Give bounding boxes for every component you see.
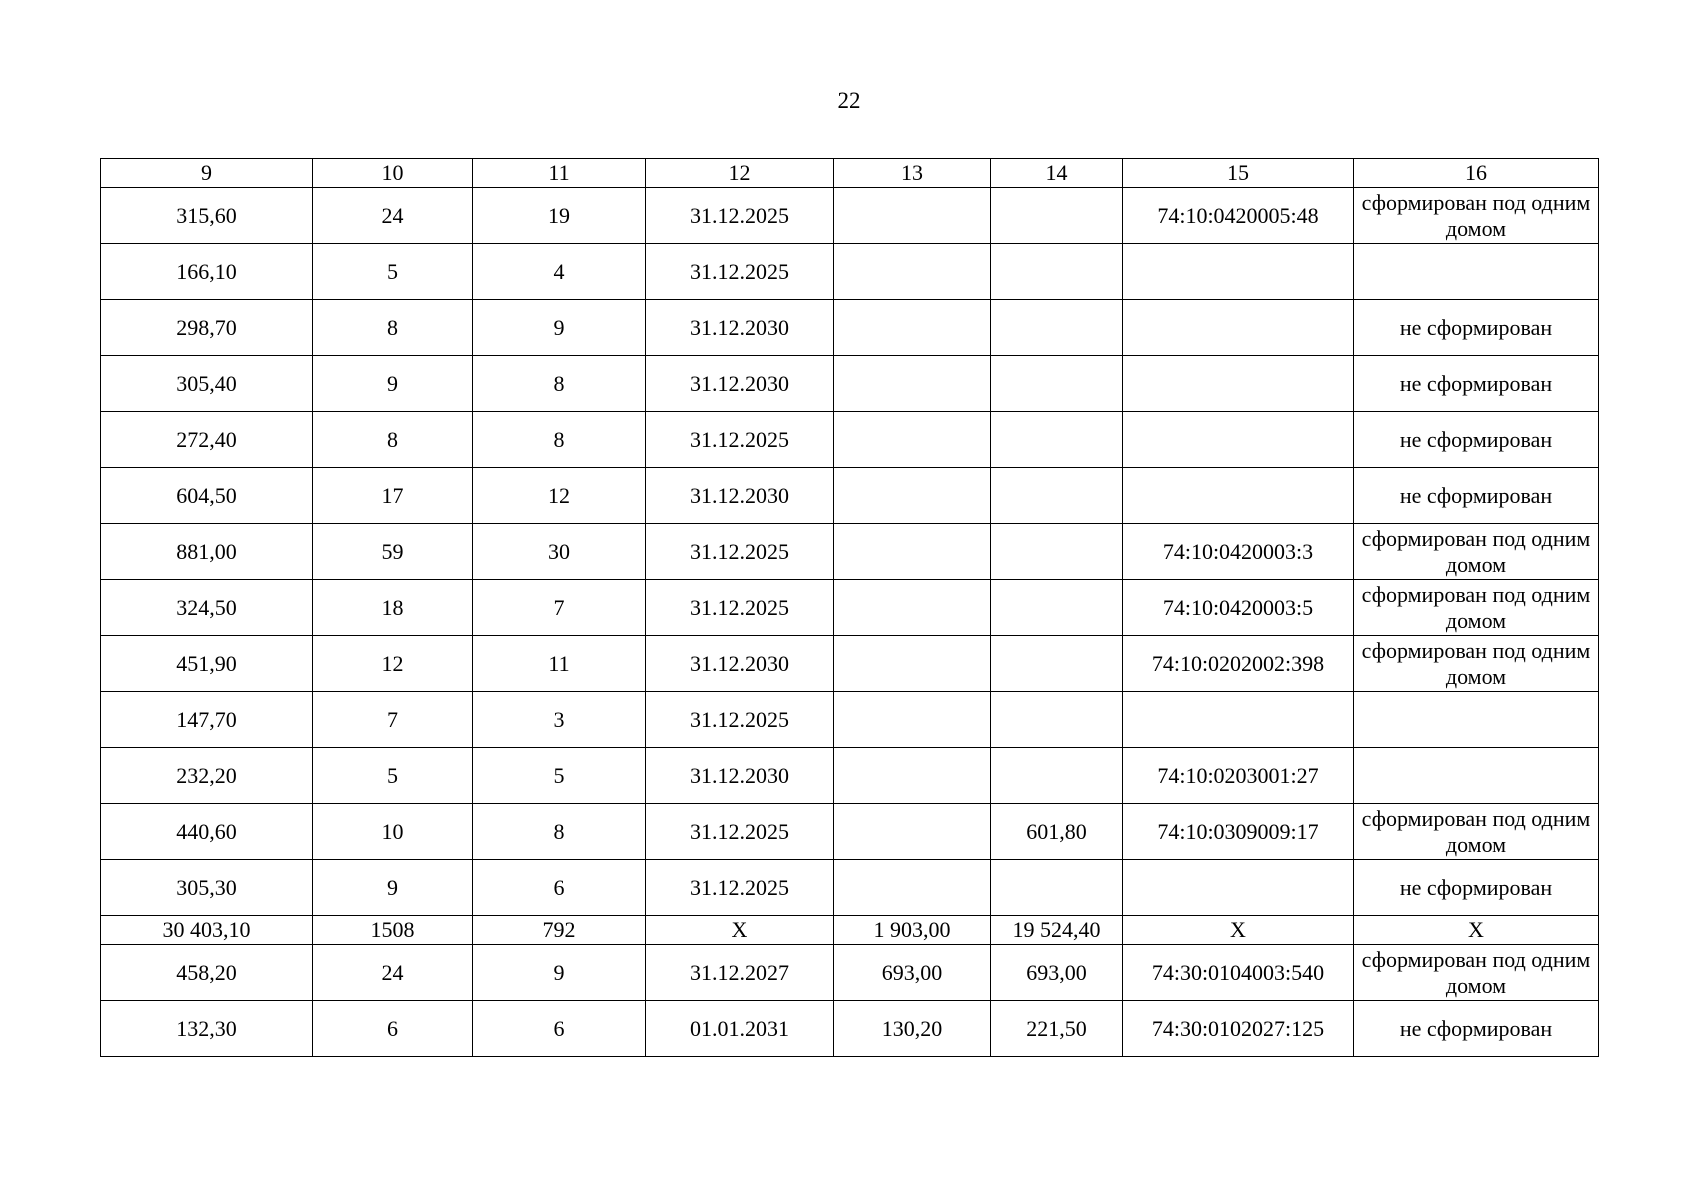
cell-col-14 — [991, 748, 1123, 804]
table-body — [101, 188, 1599, 1057]
cell-col-16: сформирован под одним домом — [1354, 580, 1599, 636]
cell-col-13: 130,20 — [834, 1001, 991, 1057]
cell-col-10: 17 — [313, 468, 473, 524]
cell-col-9: 132,30 — [101, 1001, 313, 1057]
cell-col-15: 74:10:0420003:5 — [1123, 580, 1354, 636]
cell-col-12: 31.12.2025 — [646, 524, 834, 580]
cell-col-10: 59 — [313, 524, 473, 580]
page-number: 22 — [837, 88, 861, 113]
cell-col-12: 31.12.2030 — [646, 636, 834, 692]
cell-col-11: 6 — [473, 860, 646, 916]
cell-col-13 — [834, 580, 991, 636]
cell-col-11: 12 — [473, 468, 646, 524]
cell-col-10: 1508 — [313, 916, 473, 945]
cell-col-9: 147,70 — [101, 692, 313, 748]
cell-col-13: 1 903,00 — [834, 916, 991, 945]
cell-col-13 — [834, 860, 991, 916]
table-row — [101, 412, 1599, 468]
table-row — [101, 636, 1599, 692]
cell-col-14 — [991, 692, 1123, 748]
cell-col-10: 8 — [313, 412, 473, 468]
cell-col-11: 4 — [473, 244, 646, 300]
cell-col-15 — [1123, 300, 1354, 356]
cell-col-16: не сформирован — [1354, 860, 1599, 916]
cell-col-10: 24 — [313, 188, 473, 244]
column-header-9: 9 — [101, 159, 313, 188]
cell-col-11: 8 — [473, 356, 646, 412]
cell-col-11: 8 — [473, 412, 646, 468]
cell-col-11: 5 — [473, 748, 646, 804]
cell-col-11: 8 — [473, 804, 646, 860]
cell-col-9: 604,50 — [101, 468, 313, 524]
cell-col-14 — [991, 636, 1123, 692]
cell-col-14: 19 524,40 — [991, 916, 1123, 945]
cell-col-15 — [1123, 860, 1354, 916]
cell-col-9: 451,90 — [101, 636, 313, 692]
table-row — [101, 860, 1599, 916]
cell-col-16: не сформирован — [1354, 1001, 1599, 1057]
column-header-16: 16 — [1354, 159, 1599, 188]
cell-col-14 — [991, 860, 1123, 916]
cell-col-11: 11 — [473, 636, 646, 692]
cell-col-13 — [834, 188, 991, 244]
cell-col-16 — [1354, 244, 1599, 300]
cell-col-12: 01.01.2031 — [646, 1001, 834, 1057]
column-header-14: 14 — [991, 159, 1123, 188]
column-header-12: 12 — [646, 159, 834, 188]
table-row — [101, 692, 1599, 748]
cell-col-12: 31.12.2025 — [646, 188, 834, 244]
cell-col-15 — [1123, 468, 1354, 524]
cell-col-13 — [834, 356, 991, 412]
cell-col-15: 74:30:0102027:125 — [1123, 1001, 1354, 1057]
table-row — [101, 804, 1599, 860]
table-row — [101, 356, 1599, 412]
cell-col-12: 31.12.2025 — [646, 804, 834, 860]
cell-col-16 — [1354, 748, 1599, 804]
table-row — [101, 580, 1599, 636]
cell-col-15: 74:30:0104003:540 — [1123, 945, 1354, 1001]
cell-col-16: не сформирован — [1354, 356, 1599, 412]
cell-col-16: не сформирован — [1354, 300, 1599, 356]
cell-col-16: не сформирован — [1354, 412, 1599, 468]
cell-col-13 — [834, 468, 991, 524]
cell-col-16: сформирован под одним домом — [1354, 945, 1599, 1001]
cell-col-13 — [834, 692, 991, 748]
cell-col-13 — [834, 412, 991, 468]
cell-col-16: сформирован под одним домом — [1354, 188, 1599, 244]
cell-col-9: 305,40 — [101, 356, 313, 412]
cell-col-12: 31.12.2030 — [646, 468, 834, 524]
cell-col-14 — [991, 356, 1123, 412]
cell-col-16: X — [1354, 916, 1599, 945]
header-row — [101, 159, 1599, 188]
table-row — [101, 244, 1599, 300]
cell-col-13: 693,00 — [834, 945, 991, 1001]
cell-col-12: X — [646, 916, 834, 945]
cell-col-9: 272,40 — [101, 412, 313, 468]
table-row — [101, 748, 1599, 804]
column-header-10: 10 — [313, 159, 473, 188]
cell-col-10: 24 — [313, 945, 473, 1001]
data-table — [100, 158, 1599, 1057]
cell-col-14: 693,00 — [991, 945, 1123, 1001]
cell-col-10: 5 — [313, 748, 473, 804]
table-row — [101, 300, 1599, 356]
cell-col-9: 305,30 — [101, 860, 313, 916]
cell-col-15: 74:10:0420003:3 — [1123, 524, 1354, 580]
column-header-11: 11 — [473, 159, 646, 188]
table-header — [101, 159, 1599, 188]
cell-col-12: 31.12.2027 — [646, 945, 834, 1001]
cell-col-15: 74:10:0202002:398 — [1123, 636, 1354, 692]
cell-col-10: 9 — [313, 860, 473, 916]
cell-col-15: X — [1123, 916, 1354, 945]
cell-col-16 — [1354, 692, 1599, 748]
cell-col-10: 12 — [313, 636, 473, 692]
cell-col-15 — [1123, 356, 1354, 412]
cell-col-14: 601,80 — [991, 804, 1123, 860]
cell-col-9: 315,60 — [101, 188, 313, 244]
cell-col-12: 31.12.2025 — [646, 860, 834, 916]
cell-col-11: 19 — [473, 188, 646, 244]
cell-col-12: 31.12.2025 — [646, 692, 834, 748]
cell-col-9: 232,20 — [101, 748, 313, 804]
cell-col-14 — [991, 412, 1123, 468]
cell-col-14 — [991, 524, 1123, 580]
cell-col-16: сформирован под одним домом — [1354, 804, 1599, 860]
total-row — [101, 916, 1599, 945]
cell-col-10: 7 — [313, 692, 473, 748]
cell-col-9: 324,50 — [101, 580, 313, 636]
cell-col-10: 5 — [313, 244, 473, 300]
cell-col-12: 31.12.2025 — [646, 412, 834, 468]
cell-col-15: 74:10:0309009:17 — [1123, 804, 1354, 860]
column-header-13: 13 — [834, 159, 991, 188]
cell-col-12: 31.12.2025 — [646, 580, 834, 636]
cell-col-13 — [834, 300, 991, 356]
cell-col-11: 9 — [473, 300, 646, 356]
cell-col-14: 221,50 — [991, 1001, 1123, 1057]
cell-col-11: 6 — [473, 1001, 646, 1057]
cell-col-9: 440,60 — [101, 804, 313, 860]
cell-col-14 — [991, 468, 1123, 524]
cell-col-13 — [834, 524, 991, 580]
cell-col-10: 10 — [313, 804, 473, 860]
table-row — [101, 468, 1599, 524]
cell-col-15: 74:10:0203001:27 — [1123, 748, 1354, 804]
cell-col-10: 6 — [313, 1001, 473, 1057]
cell-col-13 — [834, 748, 991, 804]
cell-col-14 — [991, 580, 1123, 636]
cell-col-16: сформирован под одним домом — [1354, 524, 1599, 580]
cell-col-15 — [1123, 692, 1354, 748]
cell-col-10: 8 — [313, 300, 473, 356]
cell-col-12: 31.12.2030 — [646, 356, 834, 412]
cell-col-9: 458,20 — [101, 945, 313, 1001]
cell-col-16: не сформирован — [1354, 468, 1599, 524]
cell-col-11: 792 — [473, 916, 646, 945]
cell-col-15 — [1123, 412, 1354, 468]
cell-col-13 — [834, 804, 991, 860]
table-row — [101, 188, 1599, 244]
column-header-15: 15 — [1123, 159, 1354, 188]
cell-col-12: 31.12.2025 — [646, 244, 834, 300]
cell-col-14 — [991, 188, 1123, 244]
cell-col-12: 31.12.2030 — [646, 748, 834, 804]
cell-col-11: 9 — [473, 945, 646, 1001]
cell-col-14 — [991, 244, 1123, 300]
table-row — [101, 524, 1599, 580]
cell-col-9: 30 403,10 — [101, 916, 313, 945]
cell-col-11: 30 — [473, 524, 646, 580]
cell-col-13 — [834, 244, 991, 300]
cell-col-10: 9 — [313, 356, 473, 412]
cell-col-11: 3 — [473, 692, 646, 748]
table-row — [101, 945, 1599, 1001]
cell-col-9: 881,00 — [101, 524, 313, 580]
cell-col-15: 74:10:0420005:48 — [1123, 188, 1354, 244]
cell-col-12: 31.12.2030 — [646, 300, 834, 356]
cell-col-10: 18 — [313, 580, 473, 636]
cell-col-9: 166,10 — [101, 244, 313, 300]
cell-col-9: 298,70 — [101, 300, 313, 356]
cell-col-16: сформирован под одним домом — [1354, 636, 1599, 692]
cell-col-15 — [1123, 244, 1354, 300]
cell-col-14 — [991, 300, 1123, 356]
cell-col-11: 7 — [473, 580, 646, 636]
cell-col-13 — [834, 636, 991, 692]
table-row — [101, 1001, 1599, 1057]
